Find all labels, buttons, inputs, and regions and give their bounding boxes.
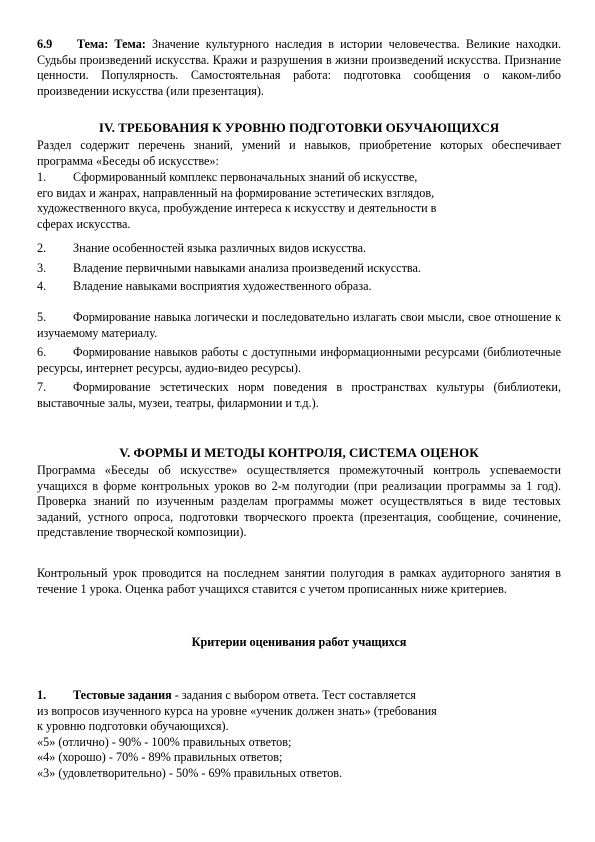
item-text: Сформированный комплекс первоначальных знаний об искусстве, bbox=[73, 170, 418, 184]
item-number: 5. bbox=[37, 310, 47, 324]
grade-satisfactory: «3» (удовлетворительно) - 50% - 69% правильных ответов. bbox=[37, 765, 343, 780]
item-text: сферах искусства. bbox=[37, 216, 131, 231]
topic-label: Тема: Тема: bbox=[76, 37, 146, 51]
criterion-text: - задания с выбором ответа. Тест составляется bbox=[171, 688, 416, 702]
item-text: Знание особенностей языка различных видов искусства. bbox=[73, 241, 367, 255]
item-text: Формирование эстетических норм поведения в пространствах культуры (библиотеки, выставочные залы, музеи, театры, филармонии и т.д.). bbox=[37, 380, 561, 410]
grade-excellent: «5» (отлично) - 90% - 100% правильных ответов; bbox=[37, 734, 292, 749]
criterion-text: из вопросов изученного курса на уровне «ученик должен знать» (требования bbox=[37, 703, 437, 718]
requirement-item-4 bbox=[37, 279, 561, 295]
requirement-item-6 bbox=[37, 345, 561, 376]
topic-text: Значение культурного наследия в истории человечества. Великие находки. Судьбы произведений искусства. Кражи и разрушения в жизни произведений искусства. Признание ценности. Популярность. Самостоятельная работа: подготовка сообщения о каком-либо произведении искусства (или презентация). bbox=[37, 37, 562, 98]
requirement-item-5 bbox=[37, 310, 561, 341]
item-number: 4. bbox=[37, 279, 47, 293]
item-number: 3. bbox=[37, 261, 47, 275]
section-4-title: IV. ТРЕБОВАНИЯ К УРОВНЮ ПОДГОТОВКИ ОБУЧАЮЩИХСЯ bbox=[98, 120, 500, 135]
requirement-item-7 bbox=[37, 380, 561, 411]
criterion-number: 1. bbox=[37, 688, 47, 702]
requirement-item-3 bbox=[37, 261, 561, 277]
requirement-item-2 bbox=[37, 241, 561, 257]
topic-paragraph bbox=[37, 37, 561, 99]
criterion-text: к уровню подготовки обучающихся). bbox=[37, 719, 229, 734]
item-text: Формирование навыков работы с доступными информационными ресурсами (библиотечные ресурсы, интернет ресурсы, аудио-видео ресурсы). bbox=[37, 345, 561, 375]
item-number: 1. bbox=[37, 170, 47, 184]
item-text: Владение навыками восприятия художественного образа. bbox=[73, 279, 372, 293]
item-number: 2. bbox=[37, 241, 47, 255]
lesson-paragraph: Контрольный урок проводится на последнем занятии полугодия в рамках аудиторного занятия в течение 1 урока. Оценка работ учащихся ставится с учетом прописанных ниже критериев. bbox=[37, 566, 561, 596]
item-text: художественного вкуса, пробуждение интереса к искусству и деятельности в bbox=[37, 201, 437, 216]
item-text: его видах и жанрах, направленный на формирование эстетических взглядов, bbox=[37, 185, 435, 200]
section-5-title: V. ФОРМЫ И МЕТОДЫ КОНТРОЛЯ, СИСТЕМА ОЦЕНОК bbox=[119, 445, 479, 460]
item-number: 6. bbox=[37, 345, 47, 359]
criterion-label: Тестовые задания bbox=[73, 688, 172, 702]
item-number: 7. bbox=[37, 380, 47, 394]
control-paragraph: Программа «Беседы об искусстве» осуществляется промежуточный контроль успеваемости учащихся в форме контрольных уроков во 2-м полугодии (при реализации программы за 1 год). Проверка знаний по изученным разделам программы может осуществляться в виде тестовых заданий, устного опроса, подготовки творческого проекта (презентация, сообщение, сочинение, представление творческой композиции). bbox=[37, 463, 561, 540]
criteria-title: Критерии оценивания работ учащихся bbox=[191, 635, 407, 649]
item-text: Владение первичными навыками анализа произведений искусства. bbox=[73, 261, 421, 275]
topic-number: 6.9 bbox=[37, 37, 53, 51]
grade-good: «4» (хорошо) - 70% - 89% правильных ответов; bbox=[37, 750, 283, 765]
item-text: Формирование навыка логически и последовательно излагать свои мысли, свое отношение к изучаемому материалу. bbox=[37, 310, 561, 340]
requirement-item-1 bbox=[37, 170, 561, 232]
criteria-tests bbox=[37, 688, 561, 782]
section-4-intro: Раздел содержит перечень знаний, умений и навыков, приобретение которых обеспечивает программа «Беседы об искусстве»: bbox=[37, 138, 561, 168]
